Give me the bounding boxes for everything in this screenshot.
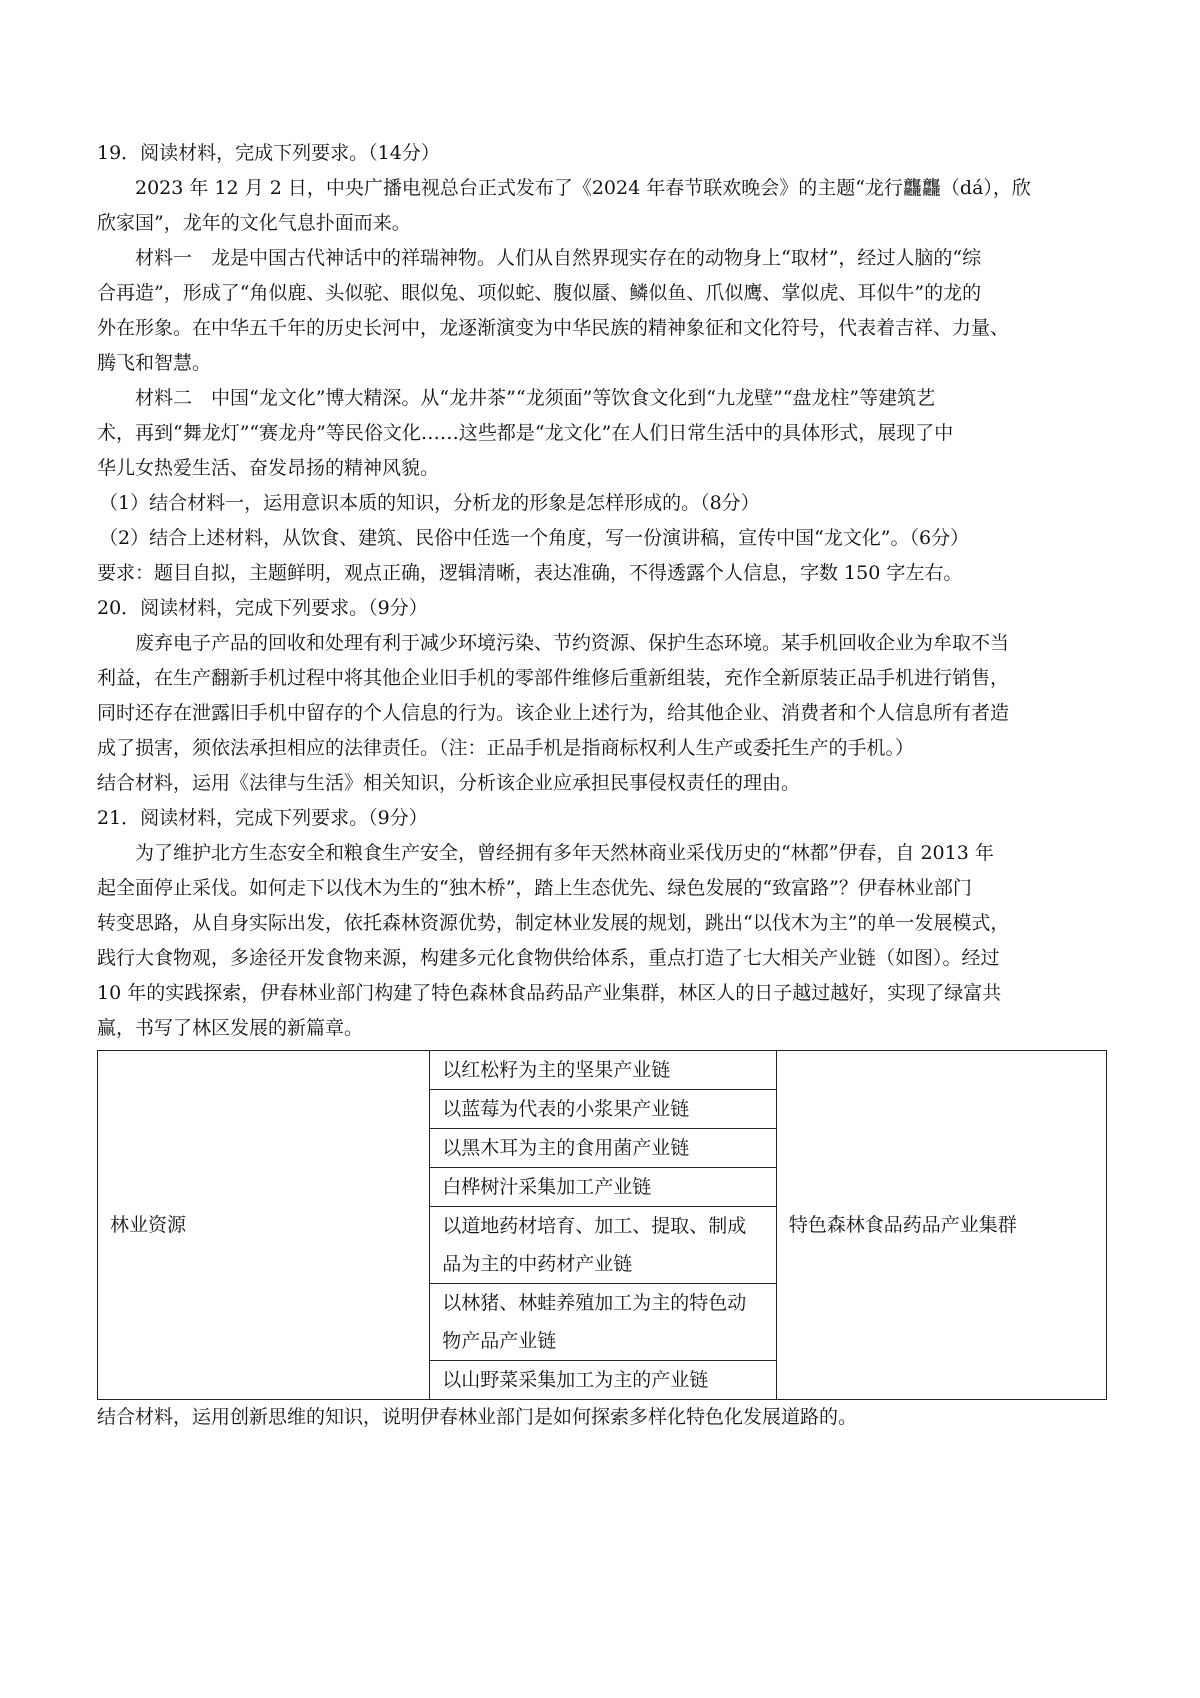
q21-material-line-2: 起全面停止采伐。如何走下以伐木为生的“独木桥”，踏上生态优先、绿色发展的“致富路”？伊春林业部门 [97, 877, 972, 899]
exam-page [97, 136, 1107, 1435]
chain-item: 以山野菜采集加工为主的产业链 [430, 1361, 776, 1400]
q19-intro-line-1: 2023 年 12 月 2 日，中央广播电视总台正式发布了《2024 年春节联欢晚会》的主题“龙行龘龘（dá），欣 [135, 177, 1031, 199]
industry-chain-table [97, 1050, 1107, 1400]
q19-material-2-line-3: 华儿女热爱生活、奋发昂扬的精神风貌。 [97, 457, 440, 479]
q21-material-line-1: 为了维护北方生态安全和粮食生产安全，曾经拥有多年天然林商业采伐历史的“林都”伊春，自 2013 年 [135, 842, 994, 864]
q19-material-2-line-1: 材料二 中国“龙文化”博大精深。从“龙井茶”“龙须面”等饮食文化到“九龙壁”“盘龙柱”等建筑艺 [135, 387, 936, 409]
q19-subquestion-1: （1）结合材料一，运用意识本质的知识，分析龙的形象是怎样形成的。（8分） [99, 492, 760, 514]
q19-material-1-line-4: 腾飞和智慧。 [97, 352, 212, 374]
q19-material-2-line-2: 术，再到“舞龙灯”“赛龙舟”等民俗文化……这些都是“龙文化”在人们日常生活中的具体形式，展现了中 [97, 422, 954, 444]
question-21-title: 21．阅读材料，完成下列要求。（9分） [97, 807, 428, 829]
q21-material-line-4: 践行大食物观，多途径开发食物来源，构建多元化食物供给体系，重点打造了七大相关产业链（如图）。经过 [97, 947, 1000, 969]
chain-item: 以蓝莓为代表的小浆果产业链 [430, 1090, 776, 1129]
q21-material-line-3: 转变思路，从自身实际出发，依托森林资源优势，制定林业发展的规划，跳出“以伐木为主”的单一发展模式， [97, 912, 1010, 934]
q19-subquestion-2: （2）结合上述材料，从饮食、建筑、民俗中任选一个角度，写一份演讲稿，宣传中国“龙文化”。（6分） [99, 527, 970, 549]
forestry-resources-cell: 林业资源 [98, 1051, 430, 1400]
q19-requirements: 要求：题目自拟，主题鲜明，观点正确，逻辑清晰，表达准确，不得透露个人信息，字数 150 字左右。 [97, 562, 963, 584]
q19-material-1-line-3: 外在形象。在中华五千年的历史长河中，龙逐渐演变为中华民族的精神象征和文化符号，代表着吉祥、力量、 [97, 317, 1010, 339]
question-19-title: 19．阅读材料，完成下列要求。（14分） [97, 142, 440, 164]
chain-item: 以红松籽为主的坚果产业链 [430, 1051, 776, 1090]
question-20-title: 20．阅读材料，完成下列要求。（9分） [97, 597, 428, 619]
q21-material-line-5: 10 年的实践探索，伊春林业部门构建了特色森林食品药品产业集群，林区人的日子越过越好，实现了绿富共 [97, 982, 1002, 1004]
q20-ask: 结合材料，运用《法律与生活》相关知识，分析该企业应承担民事侵权责任的理由。 [97, 772, 801, 794]
q19-intro-line-2: 欣家国”，龙年的文化气息扑面而来。 [97, 212, 411, 234]
q20-material-line-3: 同时还存在泄露旧手机中留存的个人信息的行为。该企业上述行为，给其他企业、消费者和个人信息所有者造 [97, 702, 1010, 724]
q21-material-line-6: 赢，书写了林区发展的新篇章。 [97, 1017, 364, 1039]
chain-item: 以林猪、林蛙养殖加工为主的特色动物产品产业链 [430, 1284, 776, 1361]
chain-item: 以道地药材培育、加工、提取、制成品为主的中药材产业链 [430, 1207, 776, 1284]
chain-item: 白桦树汁采集加工产业链 [430, 1168, 776, 1207]
q19-material-1-line-1: 材料一 龙是中国古代神话中的祥瑞神物。人们从自然界现实存在的动物身上“取材”，经过人脑的“综 [135, 247, 982, 269]
q21-ask: 结合材料，运用创新思维的知识，说明伊春林业部门是如何探索多样化特色化发展道路的。 [97, 1406, 858, 1428]
q20-material-line-1: 废弃电子产品的回收和处理有利于减少环境污染、节约资源、保护生态环境。某手机回收企业为牟取不当 [135, 632, 1010, 654]
q20-material-line-2: 利益，在生产翻新手机过程中将其他企业旧手机的零部件维修后重新组装，充作全新原装正品手机进行销售， [97, 667, 1010, 689]
chain-item: 以黑木耳为主的食用菌产业链 [430, 1129, 776, 1168]
industry-cluster-cell: 特色森林食品药品产业集群 [776, 1051, 1106, 1400]
q19-material-1-line-2: 合再造”，形成了“角似鹿、头似驼、眼似兔、项似蛇、腹似蜃、鳞似鱼、爪似鹰、掌似虎、耳似牛”的龙的 [97, 282, 982, 304]
q20-material-line-4: 成了损害，须依法承担相应的法律责任。（注：正品手机是指商标权利人生产或委托生产的手机。） [97, 737, 915, 759]
